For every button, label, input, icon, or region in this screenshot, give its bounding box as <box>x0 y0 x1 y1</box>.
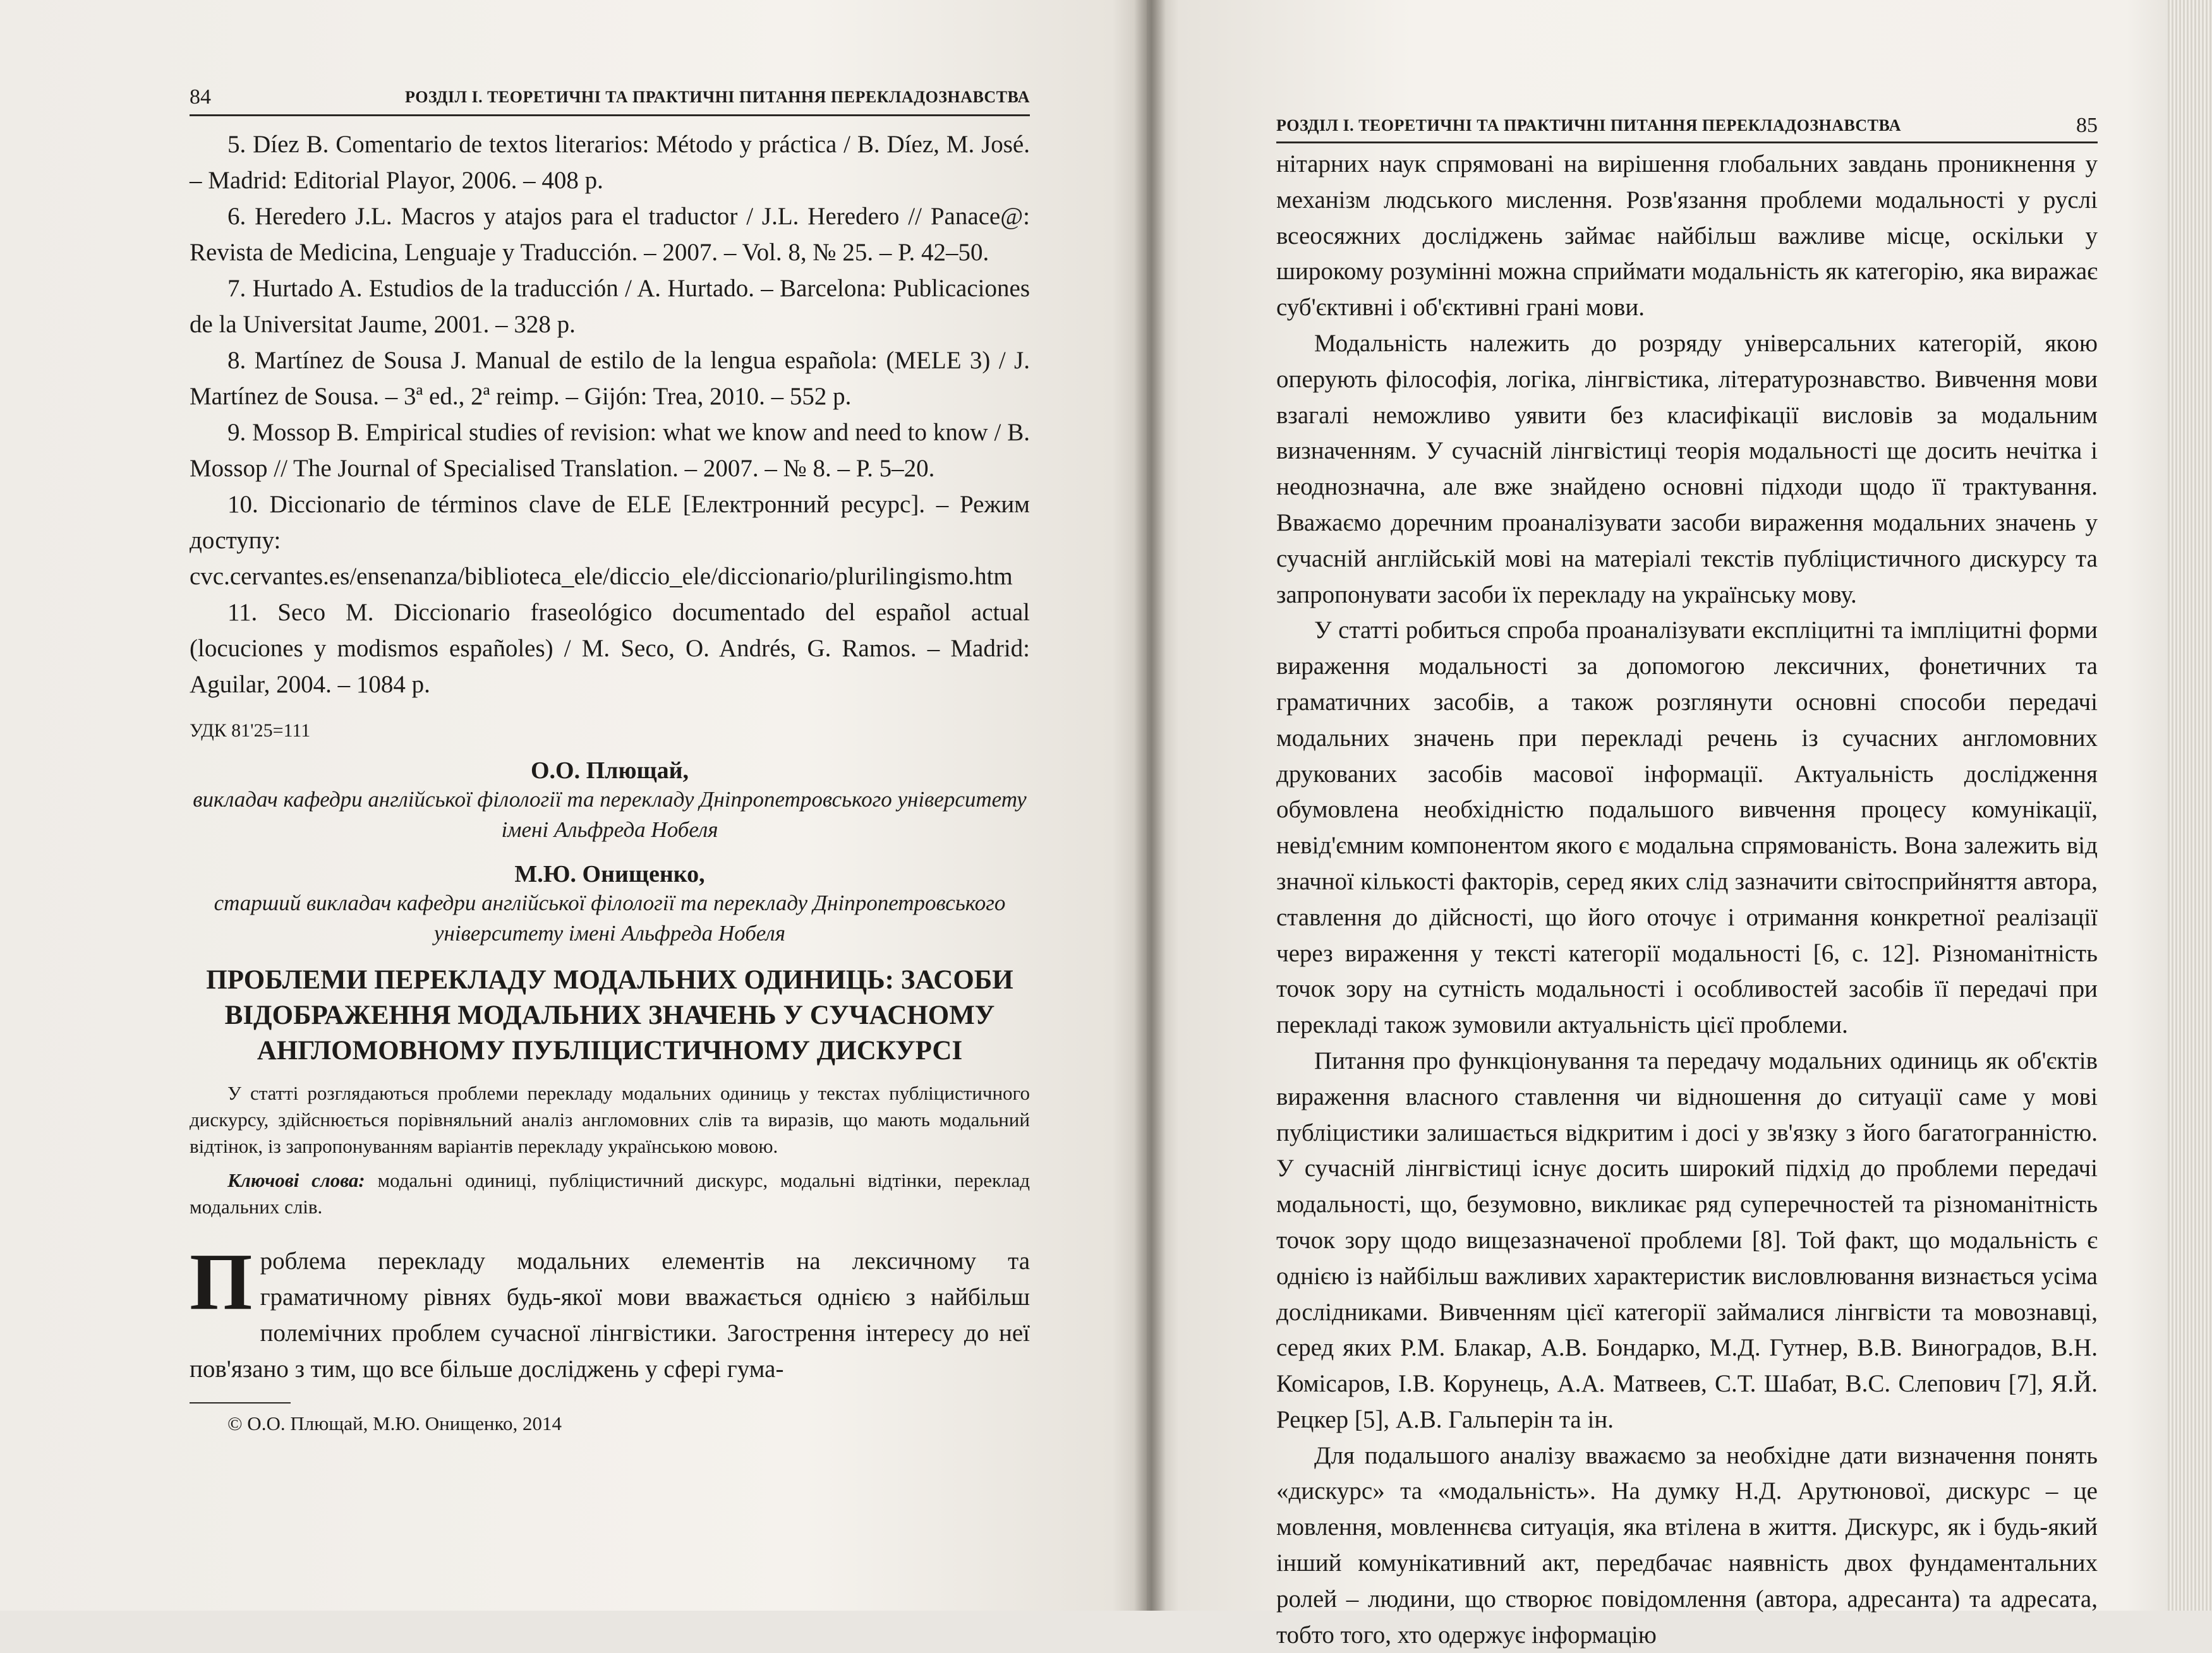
reference-item: 6. Heredero J.L. Macros y atajos para el traductor / J.L. Heredero // Panace@: Revista de Medicina, Lenguaje y Traducción. – 2007. – Vol. 8, № 25. – P. 42–50. <box>190 203 1030 266</box>
right-column <box>1276 147 2098 1653</box>
lead-paragraph <box>190 1237 1030 1387</box>
reference-list <box>190 126 1030 702</box>
right-page-number: 85 <box>2076 114 2098 137</box>
reference-item: 9. Mossop B. Empirical studies of revision: what we know and need to know / B. Mossop // The Journal of Specialised Translation. – 2007. – № 8. – P. 5–20. <box>190 419 1030 482</box>
body-paragraph: Для подальшого аналізу вважаємо за необхідне дати визначення понять «дискурс» та «модальність». На думку Н.Д. Арутюнової, дискурс – це мовлення, мовленнєва ситуація, яка втілена в життя. Дискурс, як і будь-який інший комунікативний акт, передбачає наявність двох фундаментальних ролей – людини, що створює повідомлення (автора, адресанта) та адресата, тобто того, хто одержує інформацію <box>1276 1441 2098 1649</box>
author-2-name: М.Ю. Онищенко, <box>514 861 705 887</box>
keywords-text: модальні одиниці, публіцистичний дискурс, модальні відтінки, переклад модальних слів. <box>190 1169 1030 1218</box>
abstract: У статті розглядаються проблеми перекладу модальних одиниць у текстах публіцистичного дискурсу, здійснюється порівняльний аналіз англомовних слів та виразів, що мають модальний відтінок, із запропонуванням варіантів перекладу українською мовою. <box>190 1082 1030 1157</box>
left-page-number: 84 <box>190 85 211 109</box>
left-column <box>190 126 1030 1435</box>
body-paragraph: Модальність належить до розряду універсальних категорій, якою оперують філософія, логіка, лінгвістика, літературознавство. Вивчення мови взагалі неможливо уявити без класифікації висловів за модальним визначенням. У сучасній лінгвістиці теорія модальності ще досить нечітка і неоднозначна, але вже знайдено основні підходи щодо її трактування. Вважаємо доречним проаналізувати засоби вираження модальних значень у сучасній англійській мові на матеріалі текстів публіцистичного дискурсу та запропонувати засоби їх перекладу на українську мову. <box>1276 329 2098 608</box>
right-running-head-text: РОЗДІЛ І. ТЕОРЕТИЧНІ ТА ПРАКТИЧНІ ПИТАННЯ ПЕРЕКЛАДОЗНАВСТВА <box>1276 116 1901 135</box>
footnote-rule <box>190 1402 291 1404</box>
page-edges <box>2168 0 2212 1611</box>
reference-item: 7. Hurtado A. Estudios de la traducción / A. Hurtado. – Barcelona: Publicaciones de la Universitat Jaume, 2001. – 328 p. <box>190 275 1030 338</box>
keywords <box>190 1167 1030 1220</box>
body-paragraph: Питання про функціонування та передачу модальних одиниць як об'єктів вираження власного ставлення чи відношення до ситуації саме у мові публіцистики залишається відкритим і досі у зв'язку з його багатогранністю. У сучасній лінгвістиці існує досить широкий підхід до проблеми передачі модальності, що, безумовно, викликає ряд суперечностей та різноманітність точок зору щодо вищезазначеної проблеми [8]. Той факт, що модальність є однією із найбільш важливих характеристик висловлювання визнається усіма дослідниками. Вивченням цієї категорії займалися лінгвісти та мовознавці, серед яких Р.М. Блакар, А.В. Бондарко, М.Д. Гутнер, В.В. Виноградов, В.Н. Комісаров, І.В. Корунець, А.А. Матвеев, С.Т. Шабат, В.С. Слепович [7], Я.Й. Рецкер [5], А.В. Гальперін та ін. <box>1276 1047 2098 1433</box>
keywords-label: Ключові слова: <box>227 1169 365 1191</box>
article-title: ПРОБЛЕМИ ПЕРЕКЛАДУ МОДАЛЬНИХ ОДИНИЦЬ: ЗАСОБИ ВІДОБРАЖЕННЯ МОДАЛЬНИХ ЗНАЧЕНЬ У СУЧАСНОМУ АНГЛОМОВНОМУ ПУБЛІЦИСТИЧНОМУ ДИСКУРСІ <box>206 965 1013 1066</box>
udk-code: УДК 81'25=111 <box>190 720 311 741</box>
right-running-header <box>1276 114 2098 143</box>
left-running-head-text: РОЗДІЛ І. ТЕОРЕТИЧНІ ТА ПРАКТИЧНІ ПИТАННЯ ПЕРЕКЛАДОЗНАВСТВА <box>405 88 1030 106</box>
reference-item: 5. Díez B. Comentario de textos literarios: Método y práctica / B. Díez, M. José. – Madrid: Editorial Playor, 2006. – 408 p. <box>190 131 1030 194</box>
author-1-name: О.О. Плющай, <box>530 757 689 784</box>
book-gutter <box>1134 0 1166 1611</box>
reference-item: 8. Martínez de Sousa J. Manual de estilo de la lengua española: (MELE 3) / J. Martínez de Sousa. – 3ª ed., 2ª reimp. – Gijón: Trea, 2010. – 552 p. <box>190 347 1030 410</box>
author-2-affiliation: старший викладач кафедри англійської філології та перекладу Дніпропетровського університету імені Альфреда Нобеля <box>214 891 1006 946</box>
body-paragraph: У статті робиться спроба проаналізувати експліцитні та імпліцитні форми вираження модальності за допомогою лексичних, фонетичних та граматичних засобів, а також розглянути основні способи передачі модальних значень при перекладі речень із сучасних англомовних друкованих засобів масової інформації. Актуальність дослідження обумовлена необхідністю подальшого вивчення процесу комунікації, невід'ємним компонентом якого є модальна спрямованість. Вона залежить від значної кількості факторів, серед яких слід зазначити світосприйняття автора, ставлення до дійсності, що його оточує і отримання конкретної реалізації через вираження у тексті категорії модальності [6, с. 12]. Різноманітність точок зору на сутність модальності і особливостей засобів її передачі при перекладі також зумовили актуальність цієї проблеми. <box>1276 616 2098 1039</box>
lead-paragraph-text: роблема перекладу модальних елементів на лексичному та граматичному рівнях будь-якої мови вважається однією з найбільш полемічних проблем сучасної лінгвістики. Загострення інтересу до неї пов'язано з тим, що все більше досліджень у сфері гума- <box>190 1247 1030 1383</box>
copyright-note: © О.О. Плющай, М.Ю. Онищенко, 2014 <box>227 1412 562 1434</box>
author-1-affiliation: викладач кафедри англійської філології та перекладу Дніпропетровського університету імені Альфреда Нобеля <box>193 787 1027 842</box>
reference-item: 10. Diccionario de términos clave de ELE [Електронний ресурс]. – Режим доступу: cvc.cervantes.es/ensenanza/biblioteca_ele/diccio_ele/diccionario/plurilingismo.htm <box>190 491 1030 590</box>
drop-cap: П <box>190 1237 253 1326</box>
body-paragraph: нітарних наук спрямовані на вирішення глобальних завдань проникнення у механізм людського мислення. Розв'язання проблеми модальності у руслі всеосяжних досліджень займає найбільш важливе місце, оскільки у широкому розумінні можна сприймати модальність як категорію, яка виражає суб'єктивні і об'єктивні грані мови. <box>1276 150 2098 322</box>
left-running-header <box>190 85 1030 116</box>
reference-item: 11. Seco M. Diccionario fraseológico documentado del español actual (locuciones y modismos españoles) / M. Seco, O. Andrés, G. Ramos. – Madrid: Aguilar, 2004. – 1084 p. <box>190 599 1030 698</box>
